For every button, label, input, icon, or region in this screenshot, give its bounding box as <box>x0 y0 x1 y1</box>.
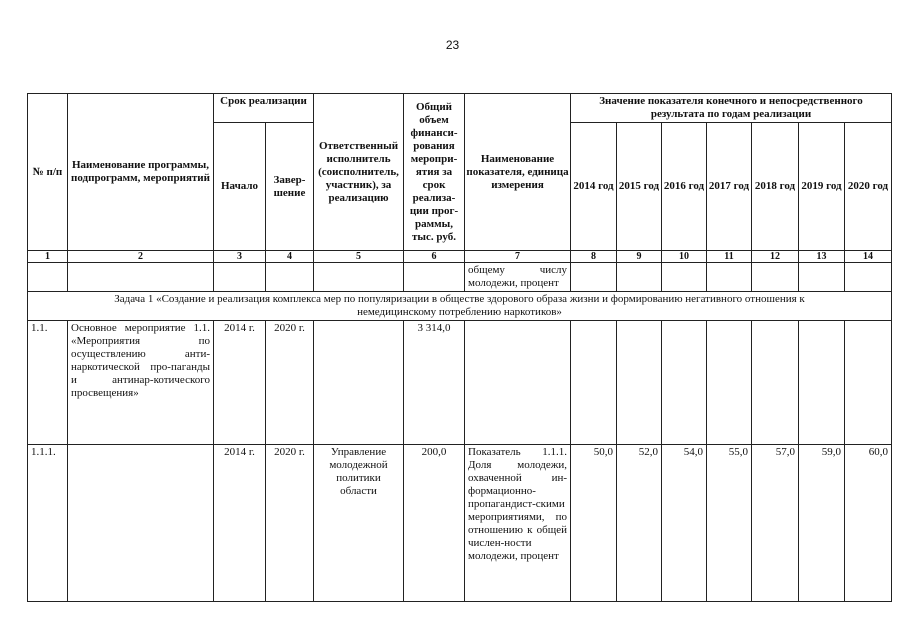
row-value-2019: 59,0 <box>799 445 845 602</box>
row-value-2016: 54,0 <box>662 445 707 602</box>
row-executor <box>314 321 404 445</box>
row-value-2015 <box>617 321 662 445</box>
header-year-2017: 2017 год <box>707 123 752 251</box>
row-end: 2020 г. <box>266 321 314 445</box>
column-number: 12 <box>752 251 799 263</box>
program-table <box>27 93 892 602</box>
header-term: Срок реализации <box>214 94 314 123</box>
header-start: Начало <box>214 123 266 251</box>
column-number: 6 <box>404 251 465 263</box>
column-number: 11 <box>707 251 752 263</box>
column-number: 10 <box>662 251 707 263</box>
row-value-2016 <box>662 321 707 445</box>
column-number: 1 <box>28 251 68 263</box>
row-indicator <box>465 321 571 445</box>
row-value-2017 <box>707 321 752 445</box>
header-year-2016: 2016 год <box>662 123 707 251</box>
column-number: 8 <box>571 251 617 263</box>
column-number: 3 <box>214 251 266 263</box>
row-value-2020: 60,0 <box>845 445 892 602</box>
header-year-2018: 2018 год <box>752 123 799 251</box>
row-indicator: Показатель 1.1.1. Доля молодежи, охваченной ин-формационно-пропагандист-скими мероприятиями, по отношению к общей числен-ности молодежи, процент <box>465 445 571 602</box>
header-name: Наименование программы, подпрограмм, мероприятий <box>68 94 214 251</box>
row-start: 2014 г. <box>214 445 266 602</box>
column-number: 2 <box>68 251 214 263</box>
row-name: Основное мероприятие 1.1. «Мероприятия по осуществлению анти-наркотической про-паганды и антинар-котического просвещения» <box>68 321 214 445</box>
row-num: 1.1.1. <box>28 445 68 602</box>
header-year-2014: 2014 год <box>571 123 617 251</box>
row-funding: 3 314,0 <box>404 321 465 445</box>
row-start: 2014 г. <box>214 321 266 445</box>
row-value-2019 <box>799 321 845 445</box>
row-value-2014 <box>571 321 617 445</box>
page-number: 23 <box>445 38 460 52</box>
row-value-2014: 50,0 <box>571 445 617 602</box>
header-values-title: Значение показателя конечного и непосредственного результата по годам реализации <box>571 94 892 123</box>
column-number: 7 <box>465 251 571 263</box>
row-end: 2020 г. <box>266 445 314 602</box>
header-funding: Общий объем финанси-рования меропри-ятия за срок реализа-ции прог-раммы, тыс. руб. <box>404 94 465 251</box>
row-value-2018 <box>752 321 799 445</box>
table-row <box>28 321 892 445</box>
row-value-2020 <box>845 321 892 445</box>
header-executor: Ответственный исполнитель (соисполнитель, участник), за реализацию <box>314 94 404 251</box>
header-year-2019: 2019 год <box>799 123 845 251</box>
column-numbers-row <box>28 251 892 263</box>
column-number: 13 <box>799 251 845 263</box>
header-year-2015: 2015 год <box>617 123 662 251</box>
row-num: 1.1. <box>28 321 68 445</box>
row-value-2017: 55,0 <box>707 445 752 602</box>
row-funding: 200,0 <box>404 445 465 602</box>
column-number: 9 <box>617 251 662 263</box>
column-number: 5 <box>314 251 404 263</box>
header-indicator: Наименование показателя, единица измерения <box>465 94 571 251</box>
continuation-text: общему числу молодежи, процент <box>465 263 571 292</box>
row-executor: Управление молодежной политики области <box>314 445 404 602</box>
row-name <box>68 445 214 602</box>
row-value-2018: 57,0 <box>752 445 799 602</box>
task-row <box>28 292 892 321</box>
continuation-row <box>28 263 892 292</box>
header-num: № п/п <box>28 94 68 251</box>
header-end: Завер-шение <box>266 123 314 251</box>
table-row <box>28 445 892 602</box>
column-number: 14 <box>845 251 892 263</box>
header-year-2020: 2020 год <box>845 123 892 251</box>
column-number: 4 <box>266 251 314 263</box>
row-value-2015: 52,0 <box>617 445 662 602</box>
task-text: Задача 1 «Создание и реализация комплекса мер по популяризации в обществе здорового образа жизни и формированию негативного отношения к немедицинскому потреблению наркотиков» <box>28 292 892 321</box>
